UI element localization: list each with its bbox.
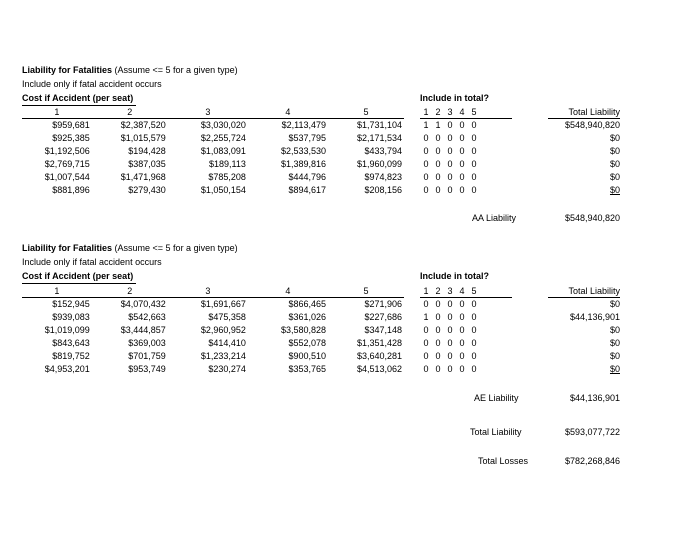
- include-flag: 0: [471, 159, 477, 169]
- cell: $189,113: [209, 159, 246, 169]
- cell: $4,953,201: [44, 364, 90, 374]
- col-header: 3: [205, 286, 211, 296]
- include-col-header: 5: [471, 286, 477, 296]
- include-flag: 0: [459, 338, 465, 348]
- cell: $894,617: [288, 185, 326, 195]
- include-row: [420, 298, 480, 311]
- include-flag: 0: [435, 133, 441, 143]
- include-col-header: 2: [435, 286, 441, 296]
- include-flag: 0: [459, 120, 465, 130]
- include-flag: 0: [459, 351, 465, 361]
- table-row: [22, 132, 404, 145]
- cell: $475,358: [208, 312, 246, 322]
- col-header: 3: [205, 107, 211, 117]
- include-flag: 0: [435, 364, 441, 374]
- include-col-header: 2: [435, 107, 441, 117]
- cell: $843,643: [52, 338, 90, 348]
- cell: $1,007,544: [44, 172, 90, 182]
- cell: $433,794: [364, 146, 402, 156]
- include-flag: 0: [447, 185, 453, 195]
- include-flag: 0: [471, 299, 477, 309]
- cell: $3,030,020: [200, 120, 246, 130]
- include-flag: 0: [423, 364, 429, 374]
- cell: $959,681: [52, 120, 90, 130]
- include-row: [420, 145, 480, 158]
- include-flag: 0: [471, 312, 477, 322]
- include-flag: 0: [459, 159, 465, 169]
- col-header: 2: [127, 286, 133, 296]
- section1-note: Include only if fatal accident occurs: [22, 79, 162, 89]
- total-cell: $0: [609, 338, 620, 348]
- include-flag: 1: [435, 120, 441, 130]
- include-flag: 0: [423, 159, 429, 169]
- section2-total-rule: [548, 297, 620, 298]
- table-row: [22, 184, 404, 197]
- include-flag: 0: [459, 146, 465, 156]
- include-col-header: 1: [423, 286, 429, 296]
- include-flag: 0: [471, 351, 477, 361]
- include-flag: 0: [471, 325, 477, 335]
- cell: $2,769,715: [44, 159, 90, 169]
- table-row: [22, 337, 404, 350]
- include-flag: 0: [459, 133, 465, 143]
- include-flag: 0: [459, 299, 465, 309]
- section1-title-rest: (Assume <= 5 for a given type): [112, 65, 238, 75]
- section2-cost-table: [22, 284, 404, 376]
- cell: $152,945: [52, 299, 90, 309]
- include-flag: 0: [435, 172, 441, 182]
- cell: $1,389,816: [280, 159, 326, 169]
- table-row: [22, 311, 404, 324]
- include-flag: 0: [447, 120, 453, 130]
- total-cell: $44,136,901: [569, 312, 620, 322]
- cell: $3,580,828: [280, 325, 326, 335]
- include-flag: 0: [471, 133, 477, 143]
- include-flag: 0: [435, 312, 441, 322]
- include-row: [420, 171, 480, 184]
- cell: $542,663: [128, 312, 166, 322]
- include-row: [420, 350, 480, 363]
- include-flag: 0: [447, 364, 453, 374]
- cell: $271,906: [364, 299, 402, 309]
- total-liability-value: $593,077,722: [564, 427, 620, 437]
- include-col-header: 5: [471, 107, 477, 117]
- include-row: [420, 119, 480, 132]
- include-flag: 0: [459, 185, 465, 195]
- total-cell: $0: [609, 146, 620, 156]
- include-flag: 0: [435, 185, 441, 195]
- section1-title-bold: Liability for Fatalities: [22, 65, 113, 75]
- cell: $194,428: [128, 146, 166, 156]
- section2-include-rule: [420, 297, 512, 298]
- include-flag: 0: [459, 364, 465, 374]
- include-flag: 0: [423, 133, 429, 143]
- include-flag: 0: [423, 325, 429, 335]
- include-flag: 0: [435, 351, 441, 361]
- cell: $230,274: [208, 364, 246, 374]
- total-liability-header: Total Liability: [568, 286, 620, 296]
- include-flag: 0: [423, 299, 429, 309]
- include-flag: 0: [471, 185, 477, 195]
- cell: $1,351,428: [356, 338, 402, 348]
- cell: $3,640,281: [356, 351, 402, 361]
- section2-note: Include only if fatal accident occurs: [22, 257, 162, 267]
- section1-include-rule: [420, 118, 512, 119]
- total-liability-label: Total Liability: [470, 427, 522, 437]
- section2-sum-label: AE Liability: [474, 393, 519, 403]
- include-flag: 0: [423, 172, 429, 182]
- section2-include-label: Include in total?: [420, 271, 489, 281]
- cell: $387,035: [128, 159, 166, 169]
- cell: $537,795: [288, 133, 326, 143]
- cell: $939,083: [52, 312, 90, 322]
- cell: $1,192,506: [44, 146, 90, 156]
- table-row: [22, 350, 404, 363]
- include-flag: 0: [435, 338, 441, 348]
- total-cell: $0: [609, 172, 620, 182]
- include-row: [420, 311, 480, 324]
- cell: $552,078: [288, 338, 326, 348]
- include-flag: 0: [423, 338, 429, 348]
- cell: $353,765: [288, 364, 326, 374]
- table-row: [22, 158, 404, 171]
- cell: $701,759: [128, 351, 166, 361]
- table-row: [22, 298, 404, 311]
- include-flag: 0: [435, 146, 441, 156]
- total-cell: $0: [609, 185, 620, 195]
- section2-title: [22, 243, 238, 254]
- section2-title-bold: Liability for Fatalities: [22, 243, 113, 253]
- total-cell: $548,940,820: [564, 120, 620, 130]
- include-flag: 0: [447, 172, 453, 182]
- section2-sum-value: $44,136,901: [569, 393, 620, 403]
- section1-title: [22, 65, 238, 76]
- cell: $866,465: [288, 299, 326, 309]
- col-header: 5: [363, 286, 369, 296]
- cell: $1,471,968: [120, 172, 166, 182]
- cell: $1,691,667: [200, 299, 246, 309]
- include-flag: 0: [471, 172, 477, 182]
- cell: $1,731,104: [356, 120, 402, 130]
- cell: $1,960,099: [356, 159, 402, 169]
- include-flag: 0: [471, 364, 477, 374]
- include-row: [420, 132, 480, 145]
- total-cell: $0: [609, 133, 620, 143]
- table-row: [22, 119, 404, 132]
- cell: $881,896: [52, 185, 90, 195]
- include-flag: 0: [435, 159, 441, 169]
- section1-cost-table: [22, 105, 404, 197]
- cell: $1,019,099: [44, 325, 90, 335]
- include-col-header: 3: [447, 286, 453, 296]
- section1-cost-label: Cost if Accident (per seat): [22, 93, 134, 103]
- cell: $2,387,520: [120, 120, 166, 130]
- total-losses-value: $782,268,846: [564, 456, 620, 466]
- cell: $1,083,091: [200, 146, 246, 156]
- cell: $279,430: [128, 185, 166, 195]
- include-row: [420, 184, 480, 197]
- total-liability-header: Total Liability: [568, 107, 620, 117]
- col-header: 2: [127, 107, 133, 117]
- total-cell: $0: [609, 325, 620, 335]
- include-row: [420, 337, 480, 350]
- section2-cost-label: Cost if Accident (per seat): [22, 271, 134, 281]
- cell: $1,233,214: [200, 351, 246, 361]
- include-flag: 0: [447, 338, 453, 348]
- include-flag: 0: [435, 325, 441, 335]
- include-flag: 0: [471, 338, 477, 348]
- table-row: [22, 363, 404, 376]
- include-flag: 0: [447, 133, 453, 143]
- total-cell: $0: [609, 299, 620, 309]
- cell: $347,148: [364, 325, 402, 335]
- cell: $1,015,579: [120, 133, 166, 143]
- include-flag: 0: [459, 325, 465, 335]
- include-flag: 0: [423, 351, 429, 361]
- include-flag: 0: [447, 351, 453, 361]
- include-flag: 0: [423, 185, 429, 195]
- cell: $444,796: [288, 172, 326, 182]
- include-flag: 0: [471, 146, 477, 156]
- include-col-header: 3: [447, 107, 453, 117]
- cell: $819,752: [52, 351, 90, 361]
- cell: $2,113,479: [281, 120, 326, 130]
- cell: $974,823: [364, 172, 402, 182]
- section1-sum-label: AA Liability: [472, 213, 517, 223]
- cell: $925,385: [52, 133, 90, 143]
- total-cell: $0: [609, 364, 620, 374]
- table-row: [22, 145, 404, 158]
- include-col-header: 4: [459, 286, 465, 296]
- cell: $227,686: [364, 312, 402, 322]
- cell: $2,255,724: [200, 133, 246, 143]
- include-flag: 0: [459, 312, 465, 322]
- total-cell: $0: [609, 351, 620, 361]
- section1-total-rule: [548, 118, 620, 119]
- col-header: 4: [285, 107, 291, 117]
- col-header: 1: [54, 107, 60, 117]
- cell: $414,410: [208, 338, 246, 348]
- total-cell: $0: [609, 159, 620, 169]
- cell: $3,444,857: [120, 325, 166, 335]
- include-flag: 1: [423, 120, 429, 130]
- cell: $953,749: [128, 364, 166, 374]
- include-col-header: 4: [459, 107, 465, 117]
- include-row: [420, 324, 480, 337]
- include-row: [420, 158, 480, 171]
- cell: $2,533,530: [280, 146, 326, 156]
- section2-title-rest: (Assume <= 5 for a given type): [112, 243, 238, 253]
- col-header: 5: [363, 107, 369, 117]
- cell: $900,510: [288, 351, 326, 361]
- section1-sum-value: $548,940,820: [564, 213, 620, 223]
- include-col-header: 1: [423, 107, 429, 117]
- include-flag: 1: [423, 312, 429, 322]
- cell: $361,026: [288, 312, 326, 322]
- cell: $1,050,154: [200, 185, 246, 195]
- section1-include-label: Include in total?: [420, 93, 489, 103]
- cell: $369,003: [128, 338, 166, 348]
- col-header: 1: [54, 286, 60, 296]
- cell: $2,171,534: [356, 133, 402, 143]
- col-header: 4: [285, 286, 291, 296]
- cell: $208,156: [364, 185, 402, 195]
- cell: $785,208: [208, 172, 246, 182]
- include-flag: 0: [423, 146, 429, 156]
- total-losses-label: Total Losses: [478, 456, 529, 466]
- include-flag: 0: [447, 159, 453, 169]
- table-row: [22, 171, 404, 184]
- cell: $4,513,062: [356, 364, 402, 374]
- include-flag: 0: [459, 172, 465, 182]
- include-flag: 0: [447, 146, 453, 156]
- include-flag: 0: [435, 299, 441, 309]
- table-row: [22, 324, 404, 337]
- include-flag: 0: [447, 299, 453, 309]
- include-flag: 0: [447, 312, 453, 322]
- cell: $4,070,432: [120, 299, 166, 309]
- include-row: [420, 363, 480, 376]
- include-flag: 0: [471, 120, 477, 130]
- include-flag: 0: [447, 325, 453, 335]
- cell: $2,960,952: [200, 325, 246, 335]
